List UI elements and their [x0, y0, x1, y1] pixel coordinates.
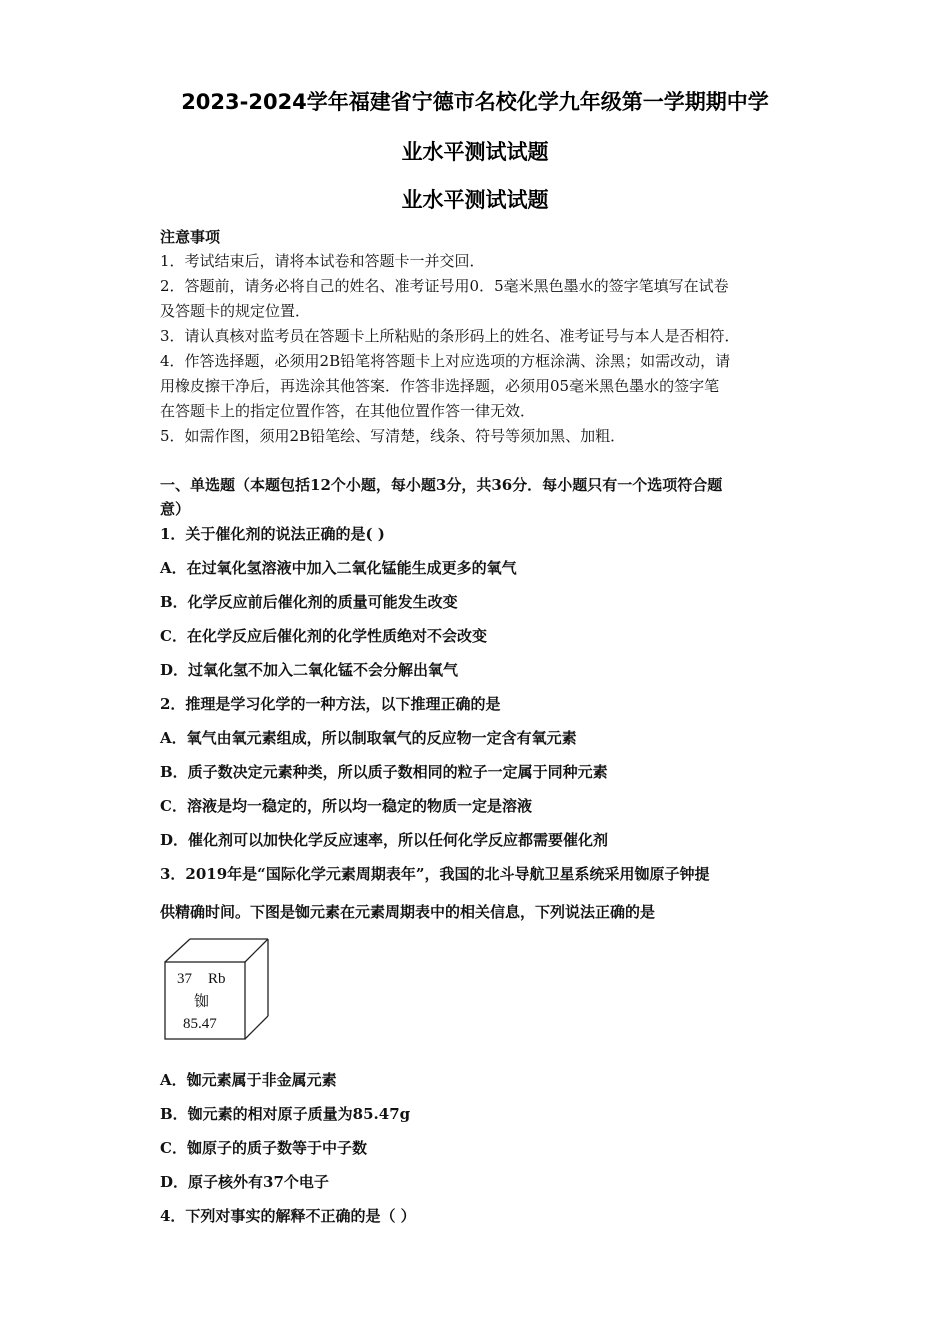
- notice-line: 在答题卡上的指定位置作答，在其他位置作答一律无效．: [160, 402, 536, 420]
- question-3-option-b: B．铷元素的相对原子质量为85.47g: [160, 1105, 411, 1123]
- notice-line: 3．请认真核对监考员在答题卡上所粘贴的条形码上的姓名、准考证号与本人是否相符．: [160, 327, 740, 345]
- question-3-stem: 3．2019年是“国际化学元素周期表年”，我国的北斗导航卫星系统采用铷原子钟提: [160, 865, 710, 883]
- question-1-option-a: A．在过氧化氢溶液中加入二氧化锰能生成更多的氧气: [160, 559, 517, 577]
- question-1-option-d: D．过氧化氢不加入二氧化锰不会分解出氧气: [160, 661, 459, 679]
- notice-line: 5．如需作图，须用2B铅笔绘、写清楚，线条、符号等须加黑、加粗．: [160, 427, 626, 445]
- question-2-option-d: D．催化剂可以加快化学反应速率，所以任何化学反应都需要催化剂: [160, 831, 609, 849]
- section-heading: 一、单选题（本题包括12个小题，每小题3分，共36分．每小题只有一个选项符合题: [160, 476, 723, 494]
- notice-line: 及答题卡的规定位置．: [160, 302, 311, 320]
- notice-line: 2．答题前，请务必将自己的姓名、准考证号用0．5毫米黑色墨水的签字笔填写在试卷: [160, 277, 729, 295]
- question-3-option-c: C．铷原子的质子数等于中子数: [160, 1139, 367, 1157]
- notice-line: 4．作答选择题，必须用2B铅笔将答题卡上对应选项的方框涂满、涂黑；如需改动，请: [160, 352, 731, 370]
- notice-line: 用橡皮擦干净后，再选涂其他答案．作答非选择题，必须用05毫米黑色墨水的签字笔: [160, 377, 720, 395]
- question-2-option-a: A．氧气由氧元素组成，所以制取氧气的反应物一定含有氧元素: [160, 729, 577, 747]
- page-title-line1: 2023-2024学年福建省宁德市名校化学九年级第一学期期中学: [181, 90, 769, 114]
- element-name: 铷: [194, 994, 210, 1010]
- question-2-stem: 2．推理是学习化学的一种方法，以下推理正确的是: [160, 695, 501, 713]
- periodic-element-card: [160, 936, 272, 1042]
- question-2-option-b: B．质子数决定元素种类，所以质子数相同的粒子一定属于同种元素: [160, 763, 608, 781]
- notice-heading: 注意事项: [160, 228, 221, 246]
- question-1-option-b: B．化学反应前后催化剂的质量可能发生改变: [160, 593, 458, 611]
- question-1-stem: 1．关于催化剂的说法正确的是( ): [160, 525, 385, 543]
- question-4-stem: 4．下列对事实的解释不正确的是（ ）: [160, 1207, 416, 1225]
- page-title-line2: 业水平测试试题: [401, 140, 549, 164]
- atomic-number: 37: [177, 971, 192, 987]
- element-symbol: Rb: [208, 971, 226, 987]
- page-title-line3: 业水平测试试题: [401, 188, 549, 212]
- question-3-option-a: A．铷元素属于非金属元素: [160, 1071, 337, 1089]
- question-2-option-c: C．溶液是均一稳定的，所以均一稳定的物质一定是溶液: [160, 797, 532, 815]
- notice-line: 1．考试结束后，请将本试卷和答题卡一并交回．: [160, 252, 485, 270]
- question-3-option-d: D．原子核外有37个电子: [160, 1173, 329, 1191]
- question-3-stem-cont: 供精确时间。下图是铷元素在元素周期表中的相关信息，下列说法正确的是: [160, 903, 656, 921]
- question-1-option-c: C．在化学反应后催化剂的化学性质绝对不会改变: [160, 627, 487, 645]
- section-heading-cont: 意）: [160, 500, 191, 518]
- atomic-mass: 85.47: [183, 1016, 217, 1032]
